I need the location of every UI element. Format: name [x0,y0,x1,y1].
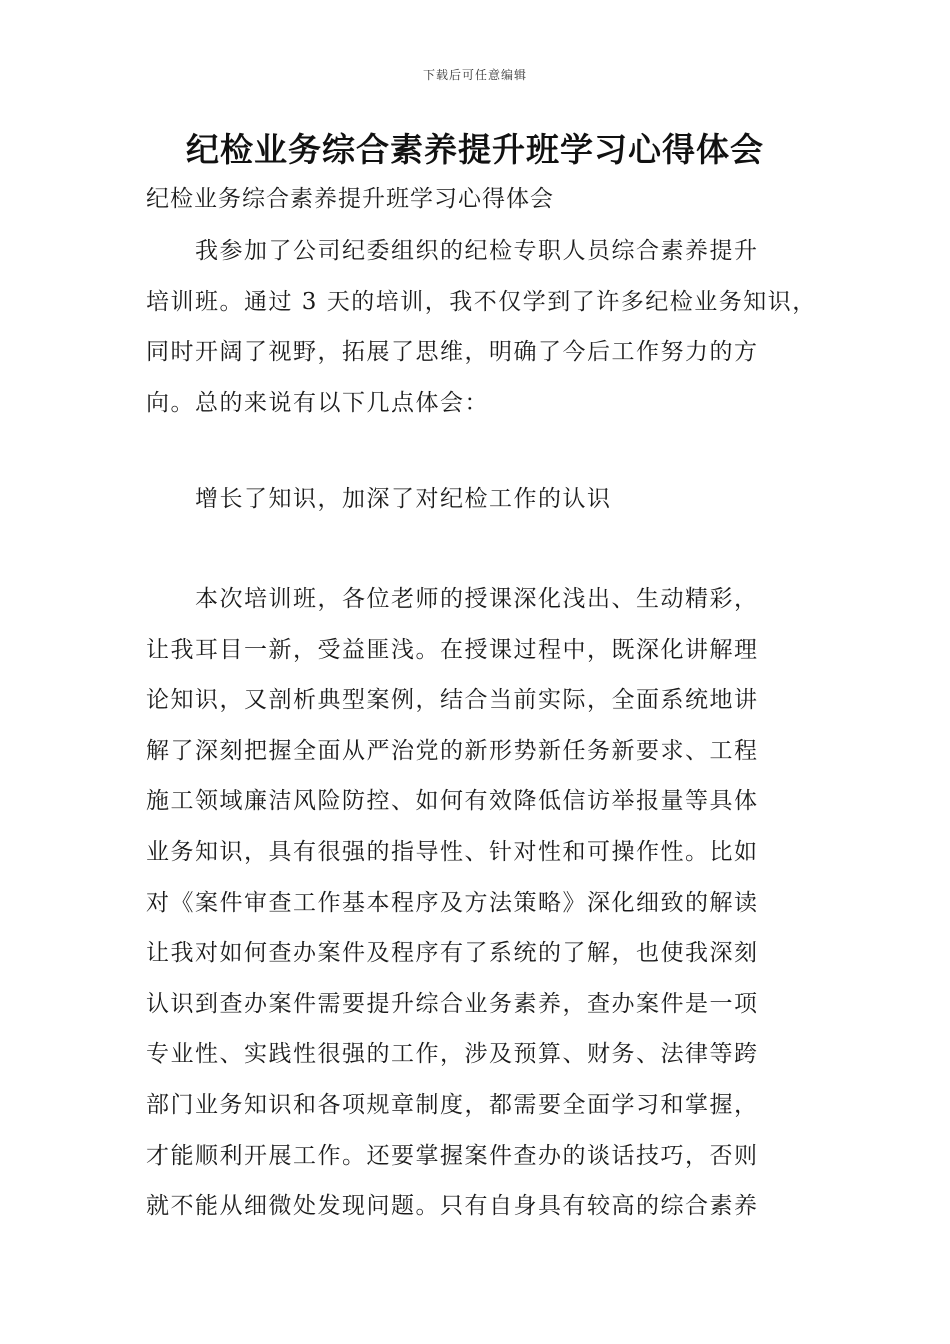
paragraph-intro [146,226,817,428]
paragraph-training [146,574,810,1232]
paragraph-line: 论知识，又剖析典型案例，结合当前实际，全面系统地讲 [146,687,759,714]
paragraph-line: 业务知识，具有很强的指导性、针对性和可操作性。比如 [146,838,759,865]
paragraph-line: 施工领域廉洁风险防控、如何有效降低信访举报量等具体 [146,788,759,815]
paragraph-line: 本次培训班，各位老师的授课深化浅出、生动精彩， [195,586,759,612]
header-note: 下载后可任意编辑 [422,68,527,82]
paragraph-line: 对《案件审查工作基本程序及方法策略》深化细致的解读 [146,889,759,916]
paragraph-line: 向。总的来说有以下几点体会： [146,389,489,416]
paragraph-line: 培训班。通过 3 天的培训，我不仅学到了许多纪检业务知识， [146,288,817,315]
paragraph-line: 专业性、实践性很强的工作，涉及预算、财务、法律等跨 [146,1041,759,1068]
document-title: 纪检业务综合素养提升班学习心得体会 [186,130,764,169]
paragraph-line: 才能顺利开展工作。还要掌握案件查办的谈话技巧，否则 [146,1142,759,1169]
paragraph-line: 同时开阔了视野，拓展了思维，明确了今后工作努力的方 [146,339,759,366]
paragraph-line: 我参加了公司纪委组织的纪检专职人员综合素养提升 [195,238,759,264]
section-heading [146,474,810,525]
document-subtitle: 纪检业务综合素养提升班学习心得体会 [146,186,554,212]
section-heading-text: 增长了知识，加深了对纪检工作的认识 [195,486,612,512]
paragraph-line: 认识到查办案件需要提升综合业务素养，查办案件是一项 [146,990,759,1017]
paragraph-line: 部门业务知识和各项规章制度，都需要全面学习和掌握， [146,1091,759,1118]
paragraph-line: 让我耳目一新，受益匪浅。在授课过程中，既深化讲解理 [146,636,759,663]
paragraph-line: 让我对如何查办案件及程序有了系统的了解，也使我深刻 [146,940,759,967]
paragraph-line: 就不能从细微处发现问题。只有自身具有较高的综合素养 [146,1193,759,1220]
paragraph-line: 解了深刻把握全面从严治党的新形势新任务新要求、工程 [146,737,759,764]
